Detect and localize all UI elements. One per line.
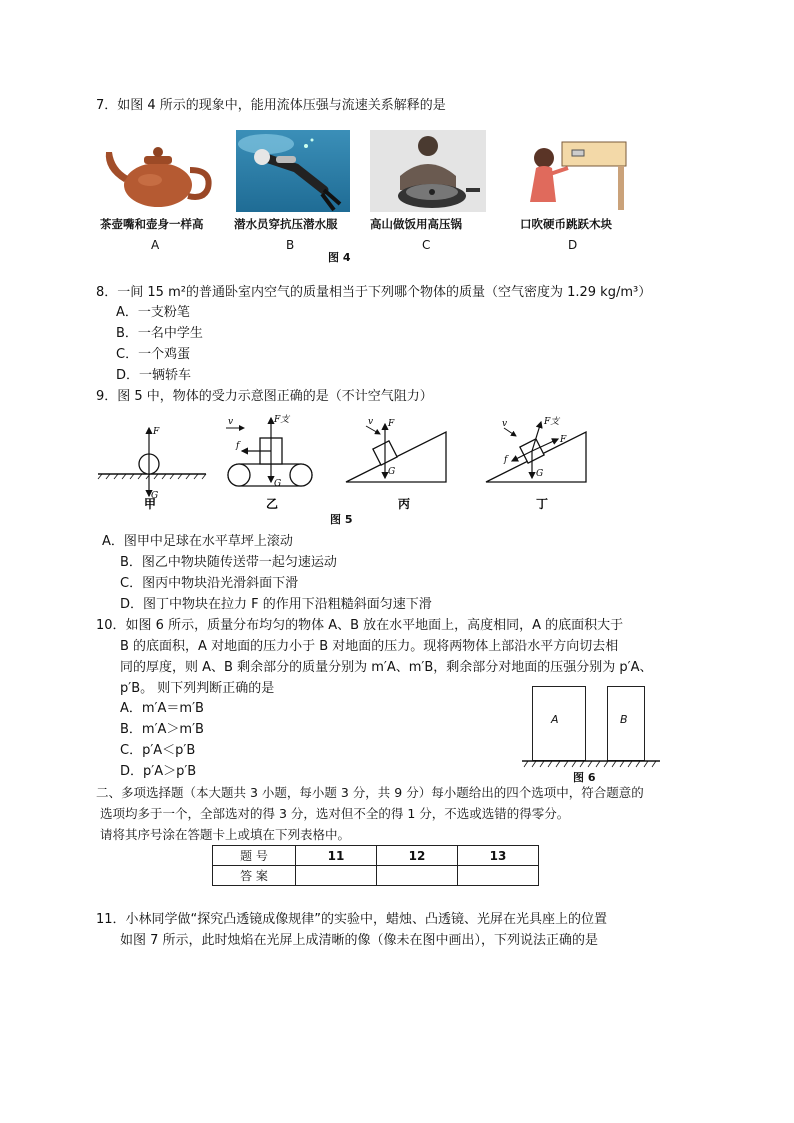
q9-option-a: A．图甲中足球在水平草坪上滚动	[102, 534, 293, 549]
ding-friction-f: f	[504, 455, 508, 465]
q10-option-a: A．m′A＝m′B	[120, 701, 204, 716]
diagram-ding	[486, 416, 586, 482]
q7-stem: 7．如图 4 所示的现象中，能用流体压强与流速关系解释的是	[96, 98, 446, 113]
letter-a: A	[151, 238, 160, 252]
ding-force-fs: F支	[544, 417, 560, 427]
section2-line3: 请将其序号涂在答题卡上或填在下列表格中。	[100, 827, 351, 842]
answer-cell-11[interactable]	[296, 866, 377, 886]
fig5-label-bing: 丙	[398, 497, 411, 511]
pressure-cooker-icon	[370, 130, 486, 212]
letter-d: D	[568, 238, 578, 252]
caption-b: 潜水员穿抗压潜水服	[234, 217, 338, 231]
table-header-cell: 13	[458, 846, 539, 866]
caption-c: 高山做饭用高压锅	[370, 217, 462, 231]
fig5-force-diagrams	[96, 412, 656, 516]
q8-stem: 8．一间 15 m²的普通卧室内空气的质量相当于下列哪个物体的质量（空气密度为 1.29 kg/m³）	[96, 285, 652, 300]
bing-force-g: G	[388, 467, 396, 477]
answer-table	[212, 845, 539, 886]
yi-force-f: f	[236, 441, 240, 451]
section2-line2: 选项均多于一个，全部选对的得 3 分，选对但不全的得 1 分，不选或选错的得零分。	[100, 806, 570, 821]
answer-cell-12[interactable]	[377, 866, 458, 886]
q9-option-c: C．图丙中物块沿光滑斜面下滑	[120, 576, 299, 591]
q10-stem-line2: B 的底面积，A 对地面的压力小于 B 对地面的压力。现将两物体上部沿水平方向切去相	[120, 639, 619, 654]
q8-option-d: D．一辆轿车	[116, 368, 192, 383]
fig5-label-ding: 丁	[536, 497, 549, 511]
table-row	[213, 866, 539, 886]
diagram-jia	[98, 427, 206, 501]
q9-option-d: D．图丁中物块在拉力 F 的作用下沿粗糙斜面匀速下滑	[120, 597, 432, 612]
fig4-label: 图 4	[328, 251, 351, 264]
q8-option-a: A．一支粉笔	[116, 305, 190, 320]
bing-force-f: F	[388, 419, 395, 429]
diagram-yi	[226, 414, 312, 489]
block-a-label: A	[551, 713, 559, 726]
ding-force-f: F	[560, 435, 567, 445]
teapot-icon	[100, 130, 216, 212]
q10-stem-line1: 10．如图 6 所示，质量分布均匀的物体 A、B 放在水平地面上，高度相同，A 的底面积大于	[96, 618, 624, 633]
table-header-cell: 12	[377, 846, 458, 866]
fig5-label-yi: 乙	[266, 497, 279, 511]
table-header-cell: 题 号	[213, 846, 296, 866]
diagram-bing	[346, 417, 446, 482]
q8-option-b: B．一名中学生	[116, 326, 203, 341]
fig5-caption: 图 5	[330, 513, 353, 526]
q9-option-b: B．图乙中物块随传送带一起匀速运动	[120, 555, 337, 570]
q10-option-b: B．m′A＞m′B	[120, 722, 204, 737]
yi-velocity-v: v	[228, 417, 234, 427]
table-header-cell: 11	[296, 846, 377, 866]
q11-line2: 如图 7 所示，此时烛焰在光屏上成清晰的像（像未在图中画出），下列说法正确的是	[120, 933, 599, 948]
q10-stem-line3: 同的厚度，则 A、B 剩余部分的质量分别为 m′A、m′B，剩余部分对地面的压强分别为 p′A、	[120, 660, 653, 675]
caption-a: 茶壶嘴和壶身一样高	[100, 217, 204, 231]
block-b	[607, 686, 645, 761]
bing-velocity-v: v	[368, 417, 374, 427]
fig5-label-jia: 甲	[144, 497, 157, 511]
block-b-label: B	[620, 713, 628, 726]
caption-d: 口吹硬币跳跃木块	[520, 217, 612, 231]
fig6-caption: 图 6	[573, 771, 596, 784]
coin-jump-icon	[516, 138, 628, 212]
answer-cell-13[interactable]	[458, 866, 539, 886]
letter-c: C	[422, 238, 431, 252]
yi-force-g: G	[274, 479, 282, 489]
q10-option-c: C．p′A＜p′B	[120, 743, 196, 758]
diver-icon	[236, 130, 350, 212]
letter-b: B	[286, 238, 295, 252]
q10-option-d: D．p′A＞p′B	[120, 764, 197, 779]
yi-force-fs: F支	[274, 415, 290, 425]
table-row	[213, 846, 539, 866]
jia-force-g: G	[151, 491, 159, 501]
block-a	[532, 686, 586, 761]
fig6-ground	[522, 760, 660, 768]
q8-option-c: C．一个鸡蛋	[116, 347, 191, 362]
q9-stem: 9．图 5 中，物体的受力示意图正确的是（不计空气阻力）	[96, 389, 433, 404]
ding-velocity-v: v	[502, 419, 508, 429]
q11-line1: 11．小林同学做“探究凸透镜成像规律”的实验中，蜡烛、凸透镜、光屏在光具座上的位置	[96, 912, 608, 927]
section2-line1: 二、多项选择题（本大题共 3 小题，每小题 3 分，共 9 分）每小题给出的四个选项中，符合题意的	[96, 785, 644, 800]
ding-force-g: G	[536, 469, 544, 479]
jia-force-f: F	[153, 427, 160, 437]
q10-stem-line4: p′B。 则下列判断正确的是	[120, 681, 275, 696]
table-label-cell: 答 案	[213, 866, 296, 886]
